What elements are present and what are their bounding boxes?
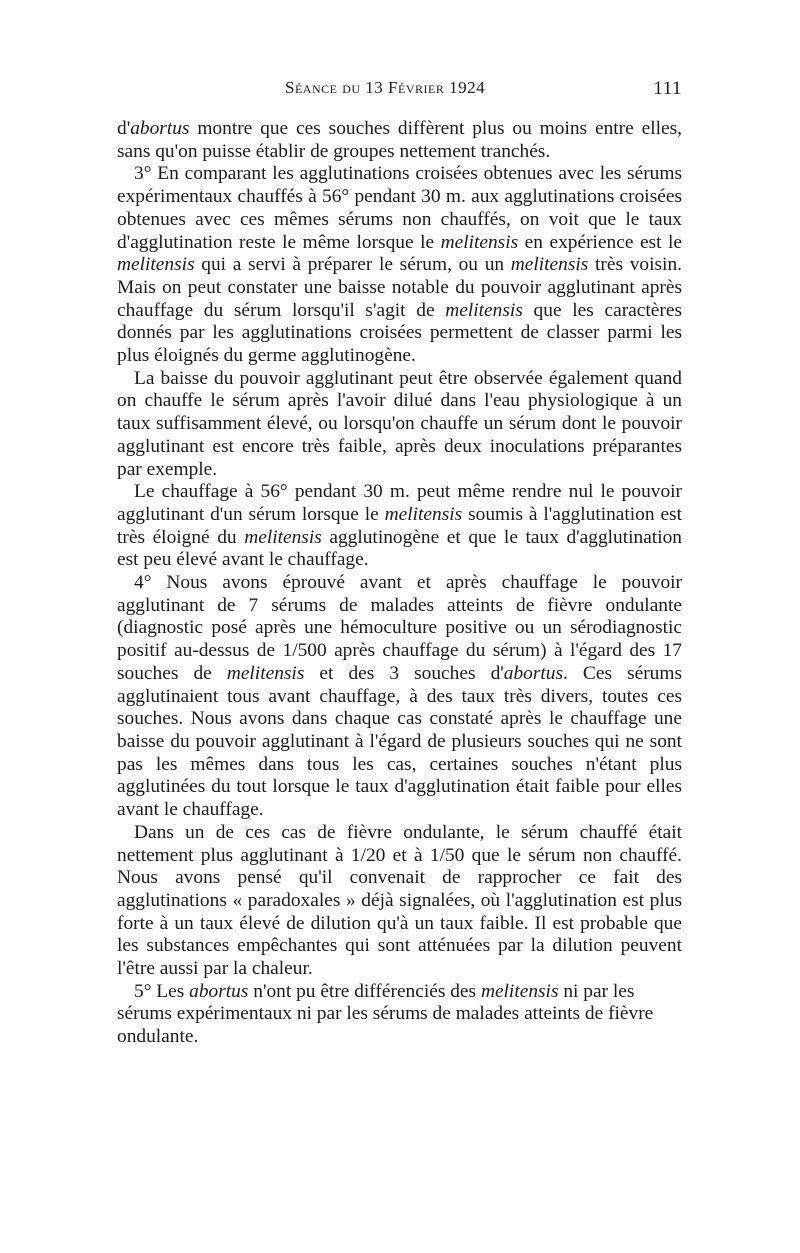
paragraph: [117, 572, 682, 822]
text-run: 4° Nous avons éprouvé avant et après chauffage le pouvoir agglutinant de 7 sérums de malades atteints de fièvre ondulante (diagnostic posé après une hémoculture positive ou un sérodiagnostic positif au-dessus de 1/500 après chauffage du sérum) à l'égard des 17 souches de: [117, 572, 682, 684]
paragraph: [117, 163, 682, 367]
text-run: 3° En comparant les agglutinations croisées obtenues avec les sérums expérimentaux chauffés à 56° pendant 30 m. aux agglutinations croisées obtenues avec ces mêmes sérums non chauffés, on voit que le taux d'agglutination reste le même lorsque le: [117, 163, 682, 253]
text-run: montre que ces souches diffèrent plus ou moins entre elles, sans qu'on puisse établir de groupes nettement tranchés.: [117, 118, 682, 162]
italic-term: melitensis: [244, 526, 322, 548]
italic-term: abortus: [130, 118, 190, 139]
text-run: ni par les sérums expérimentaux ni par les sérums de malades atteints de fièvre ondulante.: [117, 980, 654, 1048]
text-run: très voisin. Mais on peut constater une baisse notable du pouvoir agglutinant après chauffage du sérum lorsqu'il s'agit de: [117, 254, 682, 321]
body-text: [117, 118, 682, 1049]
running-title: Séance du 13 Février 1924: [285, 78, 486, 97]
text-run: 5° Les: [134, 980, 190, 1002]
text-run: agglutinogène et que le taux d'agglutination est peu élevé avant le chauffage.: [117, 526, 682, 571]
italic-term: melitensis: [440, 231, 519, 253]
italic-term: melitensis: [226, 662, 305, 684]
text-run: qui a servi à préparer le sérum, ou un: [194, 254, 511, 276]
text-run: que les caractères donnés par les agglutinations croisées permettent de classer parmi les plus éloignés du germe agglutinogène.: [117, 299, 682, 367]
text-run: en expérience est le: [518, 231, 682, 253]
text-run: Le chauffage à 56° pendant 30 m. peut même rendre nul le pouvoir agglutinant d'un sérum lorsque le: [117, 481, 682, 525]
paragraph: [117, 981, 682, 1049]
italic-term: melitensis: [384, 503, 463, 525]
italic-term: melitensis: [480, 980, 559, 1002]
text-run: . Ces sérums agglutinaient tous avant chauffage, à des taux très divers, toutes ces souches. Nous avons dans chaque cas constaté après le chauffage une baisse du pouvoir agglutinant à l'égard de plusieurs souches qui ne sont pas les mêmes dans tous les cas, certaines souches n'étant plus agglutinées du tout lorsque le taux d'agglutination était faible pour elles avant le chauffage.: [117, 662, 683, 821]
paragraph: [117, 368, 682, 482]
text-run: Dans un de ces cas de fièvre ondulante, le sérum chauffé était nettement plus agglutinant à 1/20 et à 1/50 que le sérum non chauffé. Nous avons pensé qu'il convenait de rapprocher ce fait des agglutinations « paradoxales » déjà signalées, où l'agglutination est plus forte à un taux élevé de dilution qu'à un taux faible. Il est probable que les substances empêchantes qui sont atténuées par la dilution peuvent l'être aussi par la chaleur.: [117, 821, 682, 980]
text-run: d': [117, 118, 131, 139]
page: [117, 78, 682, 1049]
running-header: [117, 78, 682, 118]
paragraph: [117, 118, 682, 163]
paragraph: [117, 822, 682, 981]
italic-term: melitensis: [510, 254, 589, 276]
text-run: soumis à l'agglutination est très éloigné du: [117, 503, 682, 548]
page-number: 111: [653, 78, 682, 99]
text-run: n'ont pu être différenciés des: [248, 980, 481, 1002]
paragraph: [117, 481, 682, 572]
italic-term: melitensis: [117, 254, 195, 276]
italic-term: melitensis: [445, 299, 523, 321]
text-run: et des 3 souches d': [304, 662, 504, 684]
italic-term: abortus: [503, 662, 564, 684]
text-run: La baisse du pouvoir agglutinant peut être observée également quand on chauffe le sérum après l'avoir dilué dans l'eau physiologique à un taux suffisamment élevé, ou lorsqu'on chauffe un sérum dont le pouvoir agglutinant est encore très faible, après deux inoculations préparantes par exemple.: [117, 367, 682, 480]
italic-term: abortus: [189, 980, 249, 1002]
